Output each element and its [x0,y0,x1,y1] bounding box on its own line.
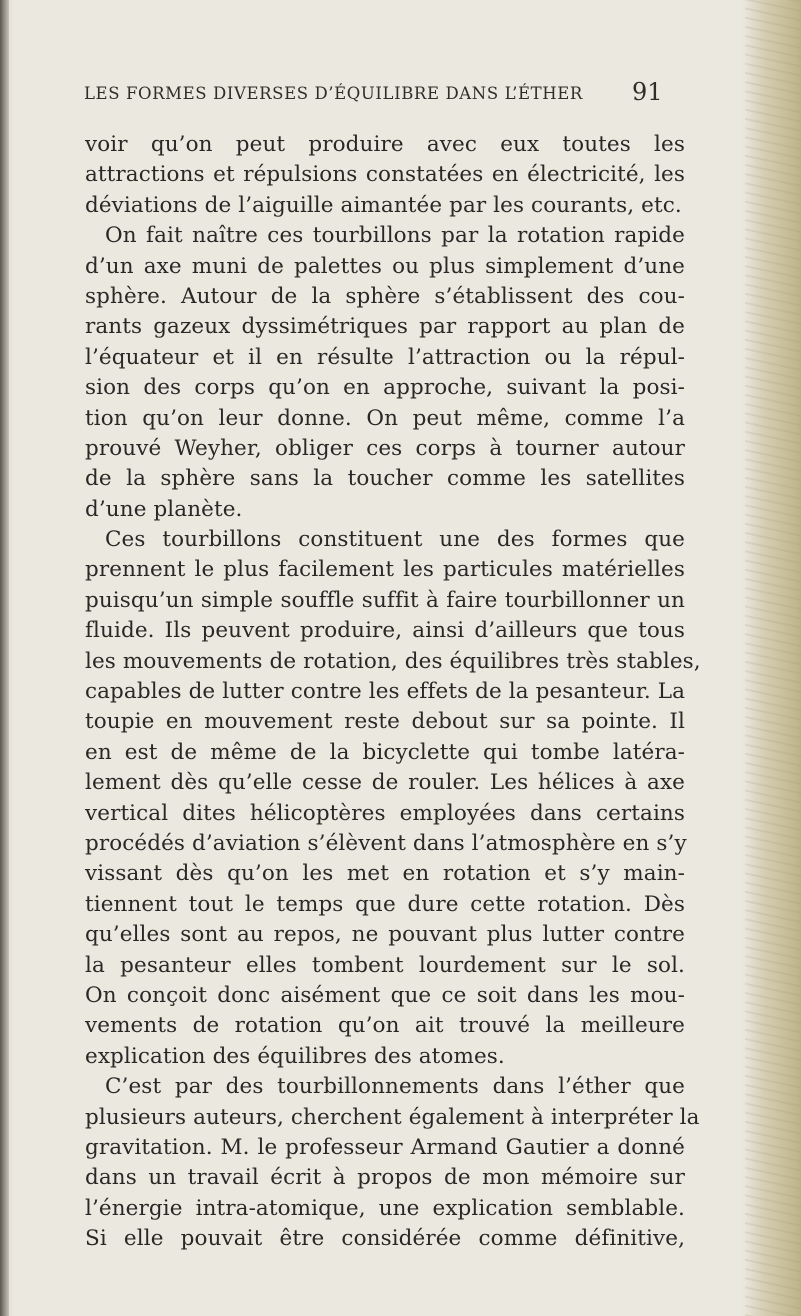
text-line: vissant dès qu’on les met en rotation et s’y main- [85,861,685,887]
text-line: l’équateur et il en résulte l’attraction ou la répul- [85,344,685,370]
page-torn-edge [745,0,801,1316]
body-text [85,130,701,1254]
text-line: Ces tourbillons constituent une des formes que [105,527,685,553]
text-line: sphère. Autour de la sphère s’établissent des cou- [85,283,685,309]
text-line: Si elle pouvait être considérée comme définitive, [85,1226,685,1252]
text-line: tiennent tout le temps que dure cette rotation. Dès [85,891,685,917]
text-line: les mouvements de rotation, des équilibres très stables, [85,648,701,674]
text-line: C’est par des tourbillonnements dans l’éther que [105,1074,685,1100]
text-line: rants gazeux dyssimétriques par rapport au plan de [85,314,685,340]
page-binding-edge [0,0,9,1316]
text-line: la pesanteur elles tombent lourdement sur le sol. [85,952,685,978]
text-line: lement dès qu’elle cesse de rouler. Les hélices à axe [85,770,685,796]
text-line: capables de lutter contre les effets de la pesanteur. La [85,679,685,705]
text-line: voir qu’on peut produire avec eux toutes les [85,132,685,157]
text-line: attractions et répulsions constatées en électricité, les [85,162,685,188]
text-line: dans un travail écrit à propos de mon mémoire sur [85,1165,685,1191]
text-line: On conçoit donc aisément que ce soit dans les mou- [85,982,685,1008]
text-line: d’une planète. [85,496,243,522]
text-line: prouvé Weyher, obliger ces corps à tourner autour [85,435,685,461]
text-line: vertical dites hélicoptères employées dans certains [85,800,685,826]
text-line: On fait naître ces tourbillons par la rotation rapide [105,223,685,249]
text-line: prennent le plus facilement les particules matérielles [85,557,685,583]
text-line: puisqu’un simple souffle suffit à faire tourbillonner un [85,587,685,613]
text-line: déviations de l’aiguille aimantée par les courants, etc. [85,192,682,218]
text-line: en est de même de la bicyclette qui tombe latéra- [85,739,685,765]
page-number: 91 [632,78,663,106]
text-line: gravitation. M. le professeur Armand Gautier a donné [85,1134,685,1160]
text-line: l’énergie intra-atomique, une explication semblable. [85,1195,685,1221]
text-line: procédés d’aviation s’élèvent dans l’atmosphère en s’y [85,830,687,856]
text-line: tion qu’on leur donne. On peut même, comme l’a [85,405,685,431]
text-line: sion des corps qu’on en approche, suivant la posi- [85,375,685,401]
text-line: d’un axe muni de palettes ou plus simplement d’une [85,253,685,279]
text-line: vements de rotation qu’on ait trouvé la meilleure [85,1013,685,1039]
text-line: toupie en mouvement reste debout sur sa pointe. Il [85,709,685,735]
text-line: explication des équilibres des atomes. [85,1043,505,1069]
text-line: de la sphère sans la toucher comme les satellites [85,466,685,492]
text-line: fluide. Ils peuvent produire, ainsi d’ailleurs que tous [85,618,685,644]
text-line: plusieurs auteurs, cherchent également à interpréter la [85,1104,700,1130]
running-head: LES FORMES DIVERSES D’ÉQUILIBRE DANS L’ÉTHER [84,84,583,103]
text-line: qu’elles sont au repos, ne pouvant plus lutter contre [85,922,685,948]
